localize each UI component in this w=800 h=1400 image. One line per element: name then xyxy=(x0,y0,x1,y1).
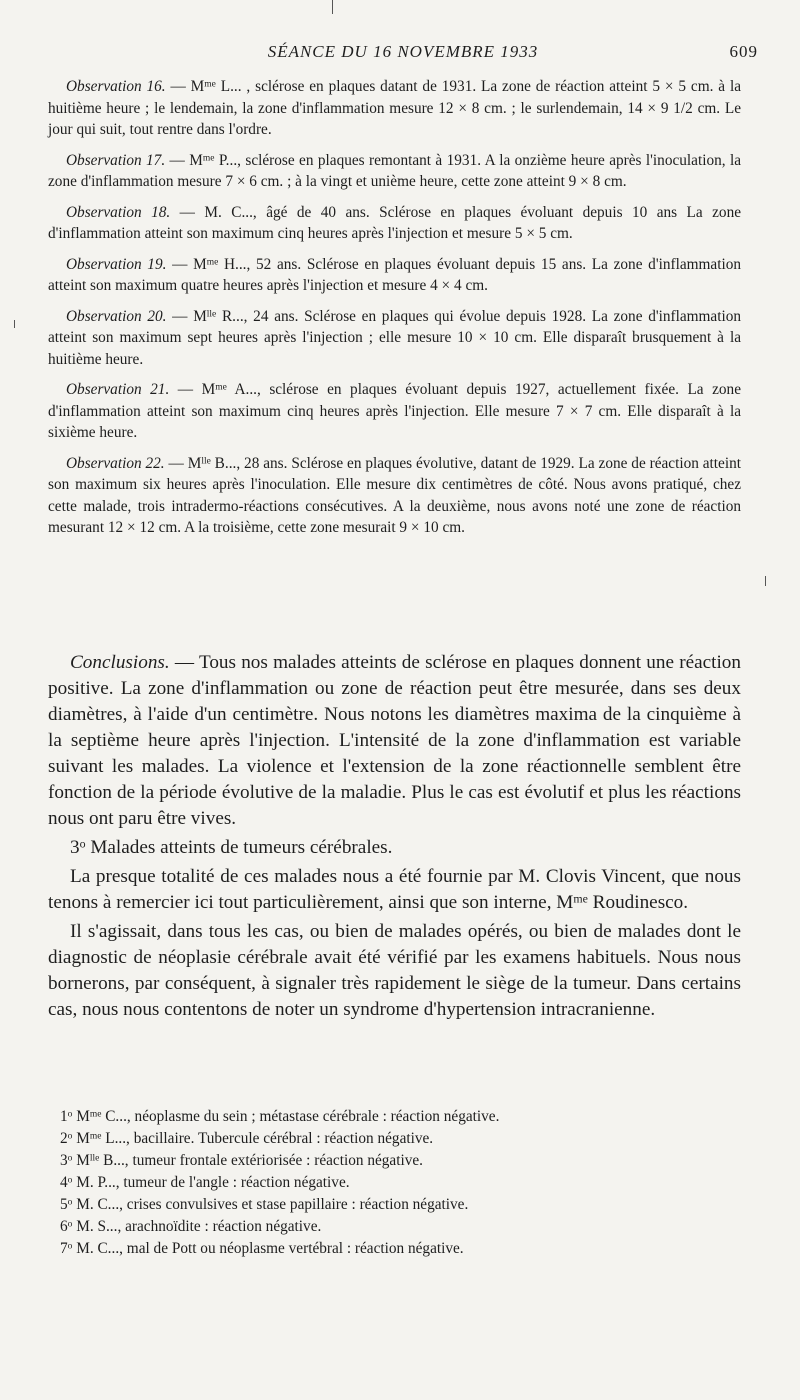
tumor-cases-list xyxy=(60,1106,740,1260)
scan-mark-left xyxy=(14,320,15,328)
list-item: 1$^o$ $M^{me}$ C..., néoplasme du sein ; métastase cérébrale : réaction négative. xyxy=(60,1108,500,1125)
observation-label: Observation 21. xyxy=(66,381,170,398)
header-title: SÉANCE DU 16 NOVEMBRE 1933 xyxy=(267,42,539,61)
observation-label: Observation 18. xyxy=(66,203,171,221)
observation-17: Observation 17. — $M^{me}$ P..., sclérose en plaques remontant à 1931. A la onzième heure après l'inoculation, la zone d'inflammation mesure 7 × 6 cm. ; à la vingt et unième heure, cette zone atteint 9 × 8 cm. xyxy=(48,151,742,190)
page-number: 609 xyxy=(729,42,758,61)
method-paragraph: Il s'agissait, dans tous les cas, ou bien de malades opérés, ou bien de malades dont le diagnostic de néoplasie cérébrale avait été vérifié par les examens habituels. Nous nous bornerons, par conséquent, à signaler très rapidement le siège de la tumeur. Dans certains cas, nous nous contentons de noter un syndrome d'hypertension intracranienne. xyxy=(48,921,741,1020)
list-item: 4$^o$ M. P..., tumeur de l'angle : réaction négative. xyxy=(60,1174,350,1191)
list-item: 5$^o$ M. C..., crises convulsives et stase papillaire : réaction négative. xyxy=(60,1196,469,1213)
observation-label: Observation 16. xyxy=(66,78,166,95)
scan-mark-top xyxy=(332,0,333,14)
observations-section xyxy=(48,76,741,548)
observation-label: Observation 20. xyxy=(66,307,167,325)
observation-18: Observation 18. — M. C..., âgé de 40 ans. Sclérose en plaques évoluant depuis 10 ans La zone d'inflammation atteint son maximum cinq heures après l'injection et mesure 5 × 5 cm. xyxy=(48,203,742,242)
observation-label: Observation 22. xyxy=(66,454,165,472)
list-item: 7$^o$ M. C..., mal de Pott ou néoplasme vertébral : réaction négative. xyxy=(60,1240,464,1257)
acknowledgement-paragraph: La presque totalité de ces malades nous a été fournie par M. Clovis Vincent, que nous tenons à remercier ici tout particulièrement, ainsi que son interne, $M^{me}$ Roudinesco. xyxy=(48,866,741,913)
observation-label: Observation 17. xyxy=(66,151,166,169)
scan-mark-right xyxy=(765,576,766,586)
conclusions-paragraph: Conclusions. — Tous nos malades atteints de sclérose en plaques donnent une réaction positive. La zone d'inflammation ou zone de réaction peut être mesurée, dans ses deux diamètres, à l'aide d'un centimètre. Nous notons les diamètres maxima de la cinquième à la septième heure après l'injection. L'intensité de la zone d'inflammation est variable suivant les malades. La violence et l'extension de la zone réactionnelle semblent être fonction de la période évolutive de la maladie. Plus le cas est évolutif et plus les réactions nous ont paru être vives. xyxy=(48,652,741,829)
section-heading-3: 3$^o$ Malades atteints de tumeurs cérébrales. xyxy=(70,836,393,858)
conclusions-label: Conclusions. xyxy=(70,652,170,673)
observation-label: Observation 19. xyxy=(66,255,167,273)
observation-16: Observation 16. — $M^{me}$ L... , sclérose en plaques datant de 1931. La zone de réaction atteint 5 × 5 cm. à la huitième heure ; le lendemain, la zone d'inflammation mesure 12 × 8 cm. ; le surlendemain, 14 × 9 1/2 cm. Le jour qui suit, tout rentre dans l'ordre. xyxy=(48,78,741,138)
list-item: 2$^o$ $M^{me}$ L..., bacillaire. Tubercule cérébral : réaction négative. xyxy=(60,1130,434,1147)
observation-20: Observation 20. — $M^{lle}$ R..., 24 ans. Sclérose en plaques qui évolue depuis 1928. La zone d'inflammation atteint son maximum sept heures après l'injection ; elle mesure 10 × 10 cm. Elle disparaît brusquement à la huitième heure. xyxy=(48,307,742,368)
main-text-section xyxy=(48,650,741,1026)
list-item: 3$^o$ $M^{lle}$ B..., tumeur frontale extériorisée : réaction négative. xyxy=(60,1152,423,1169)
list-item: 6$^o$ M. S..., arachnoïdite : réaction négative. xyxy=(60,1218,322,1235)
running-header xyxy=(48,42,758,68)
observation-19: Observation 19. — $M^{me}$ H..., 52 ans. Sclérose en plaques évoluant depuis 15 ans. La zone d'inflammation atteint son maximum quatre heures après l'injection et mesure 4 × 4 cm. xyxy=(48,255,742,294)
observation-22: Observation 22. — $M^{lle}$ B..., 28 ans. Sclérose en plaques évolutive, datant de 1929. La zone de réaction atteint son maximum six heures après l'inoculation. Elle mesure dix centimètres de côté. Nous avons pratiqué, chez cette malade, trois intradermo-réactions consécutives. A la deuxième, nous avons noté une zone de réaction mesurant 12 × 12 cm. A la troisième, cette zone mesurait 9 × 10 cm. xyxy=(48,454,741,536)
observation-21: Observation 21. — $M^{me}$ A..., sclérose en plaques évoluant depuis 1927, actuellement fixée. La zone d'inflammation atteint son maximum cinq heures après l'injection. Elle mesure 7 × 7 cm. Elle disparaît à la sixième heure. xyxy=(48,381,741,441)
